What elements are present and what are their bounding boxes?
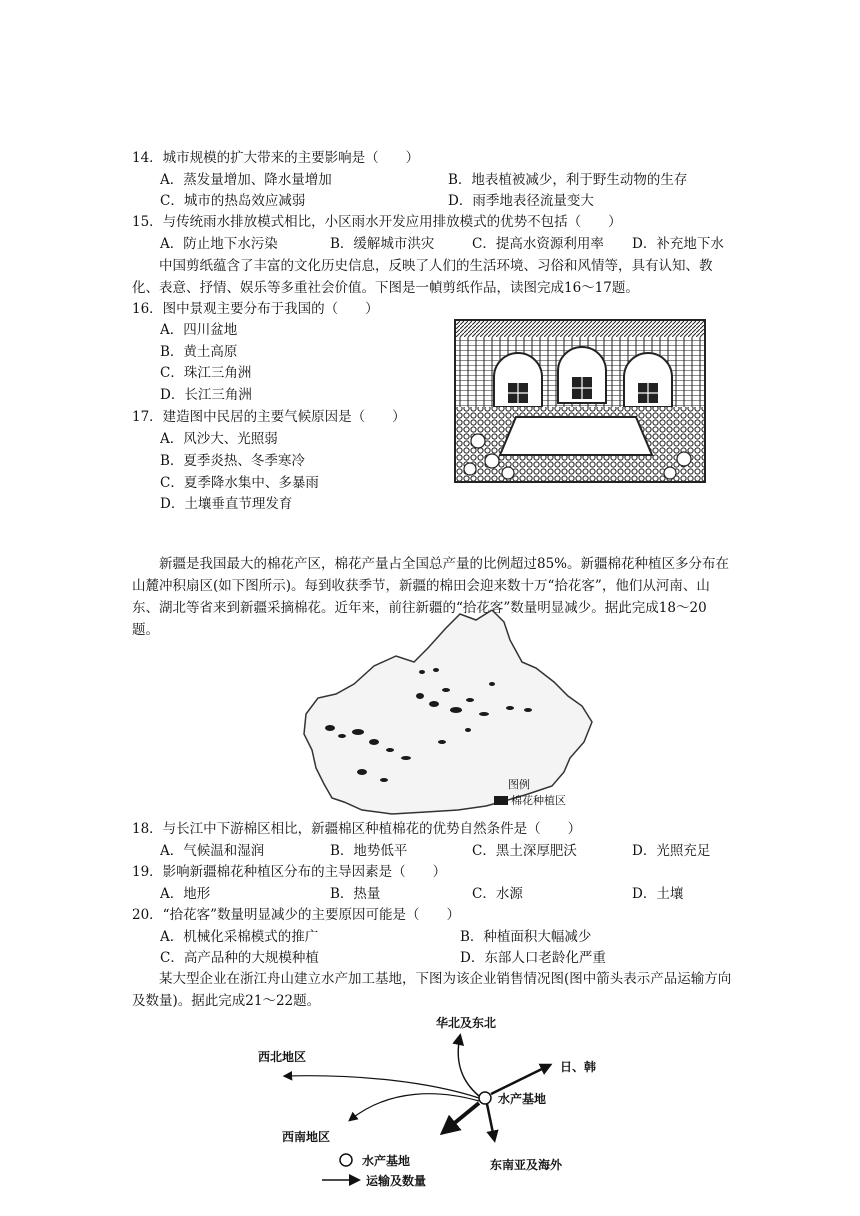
label-north-northeast: 华北及东北 — [436, 1016, 497, 1030]
label-japan-korea: 日、韩 — [560, 1060, 597, 1074]
q16-stem: 16．图中景观主要分布于我国的（ ） — [132, 301, 379, 317]
q15-option-a: A．防止地下水污染 — [160, 236, 278, 252]
legend-label-base: 水产基地 — [362, 1154, 411, 1168]
intro-paragraph-16-17: 中国剪纸蕴含了丰富的文化历史信息，反映了人们的生活环境、习俗和风情等，具有认知、教化、表意、抒情、娱乐等多重社会价值。下图是一幀剪纸作品，读图完成16～17题。 — [132, 258, 713, 296]
q16-option-b: B．黄土高原 — [160, 344, 238, 360]
q14-option-c: C．城市的热岛效应减弱 — [160, 193, 306, 209]
legend-base-symbol — [340, 1154, 352, 1166]
q20-option-c: C．高产品种的大规模种植 — [160, 950, 319, 966]
aquatic-sales-flow-diagram — [250, 1010, 610, 1210]
map-legend-title: 图例 — [508, 778, 530, 791]
q19-option-c: C．水源 — [472, 886, 523, 902]
q14-stem: 14．城市规模的扩大带来的主要影响是（ ） — [132, 150, 420, 166]
arrow-thick-southwest — [446, 1103, 479, 1130]
q15-stem: 15．与传统雨水排放模式相比，小区雨水开发应用排放模式的优势不包括（ ） — [132, 214, 622, 230]
flow-arrows — [250, 1010, 610, 1210]
paper-cut-image — [454, 319, 706, 483]
label-southeast-asia-overseas: 东南亚及海外 — [490, 1158, 563, 1172]
q18-option-c: C．黑土深厚肥沃 — [472, 843, 577, 859]
q20-option-a: A．机械化采棉模式的推广 — [160, 929, 319, 945]
label-southwest: 西南地区 — [282, 1130, 331, 1144]
label-northwest: 西北地区 — [258, 1050, 307, 1064]
q14-option-a: A．蒸发量增加、降水量增加 — [160, 172, 332, 188]
q20-option-d: D．东部人口老龄化严重 — [460, 950, 606, 966]
q18-stem: 18．与长江中下游棉区相比，新疆棉区种植棉花的优势自然条件是（ ） — [132, 821, 582, 837]
cotton-legend-swatch — [494, 796, 508, 805]
q18-option-a: A．气候温和湿润 — [160, 843, 265, 859]
intro-paragraph-21-22: 某大型企业在浙江舟山建立水产加工基地，下图为该企业销售情况图(图中箭头表示产品运输方向及数量)。据此完成21～22题。 — [132, 971, 732, 1009]
q16-option-c: C．珠江三角洲 — [160, 365, 252, 381]
q18-option-b: B．地势低平 — [330, 843, 408, 859]
q17-option-a: A．风沙大、光照弱 — [160, 431, 278, 447]
q19-option-a: A．地形 — [160, 886, 211, 902]
xinjiang-outline-map — [296, 610, 596, 816]
q15-option-c: C．提高水资源利用率 — [472, 236, 604, 252]
q15-option-b: B．缓解城市洪灾 — [330, 236, 435, 252]
q18-option-d: D．光照充足 — [632, 843, 711, 859]
q16-option-d: D．长江三角洲 — [160, 387, 252, 403]
q17-option-c: C．夏季降水集中、多暴雨 — [160, 475, 319, 491]
q19-stem: 19．影响新疆棉花种植区分布的主导因素是（ ） — [132, 864, 447, 880]
arrow-to-north — [458, 1036, 479, 1096]
xinjiang-cotton-map — [296, 610, 596, 816]
xinjiang-boundary — [304, 610, 592, 814]
q17-stem: 17．建造图中民居的主要气候原因是（ ） — [132, 409, 406, 425]
aquatic-base-node — [479, 1092, 491, 1104]
legend-label-arrow: 运输及数量 — [366, 1174, 427, 1188]
arrow-to-southwest — [350, 1094, 479, 1120]
q19-option-b: B．热量 — [330, 886, 381, 902]
q17-option-b: B．夏季炎热、冬季寒冷 — [160, 453, 305, 469]
q20-stem: 20．“拾花客”数量明显减少的主要原因可能是（ ） — [132, 907, 460, 923]
q17-option-d: D．土壤垂直节理发育 — [160, 496, 293, 512]
q14-option-d: D．雨季地表径流量变大 — [448, 193, 594, 209]
q19-option-d: D．土壤 — [632, 886, 684, 902]
intro-paragraph-18-20: 新疆是我国最大的棉花产区，棉花产量占全国总产量的比例超过85%。新疆棉花种植区多分布在山麓冲积扇区(如下图所示)。每到收获季节，新疆的棉田会迎来数十万“拾花客”，他们从河南、山东、湖北等省来到新疆采摘棉花。近年来，前往新疆的“拾花客”数量明显减少。据此完成18～20题。 — [132, 556, 730, 638]
q15-option-d: D．补充地下水 — [632, 236, 724, 252]
map-legend-row — [494, 792, 566, 808]
map-legend-label: 棉花种植区 — [511, 794, 566, 807]
cave-dwelling-paper-cut-illustration — [456, 321, 704, 481]
q14-option-b: B．地表植被减少，利于野生动物的生存 — [448, 172, 688, 188]
label-aquatic-base: 水产基地 — [498, 1092, 547, 1106]
arrow-to-southeast-asia — [487, 1104, 494, 1138]
q16-option-a: A．四川盆地 — [160, 322, 238, 338]
q20-option-b: B．种植面积大幅减少 — [460, 929, 592, 945]
